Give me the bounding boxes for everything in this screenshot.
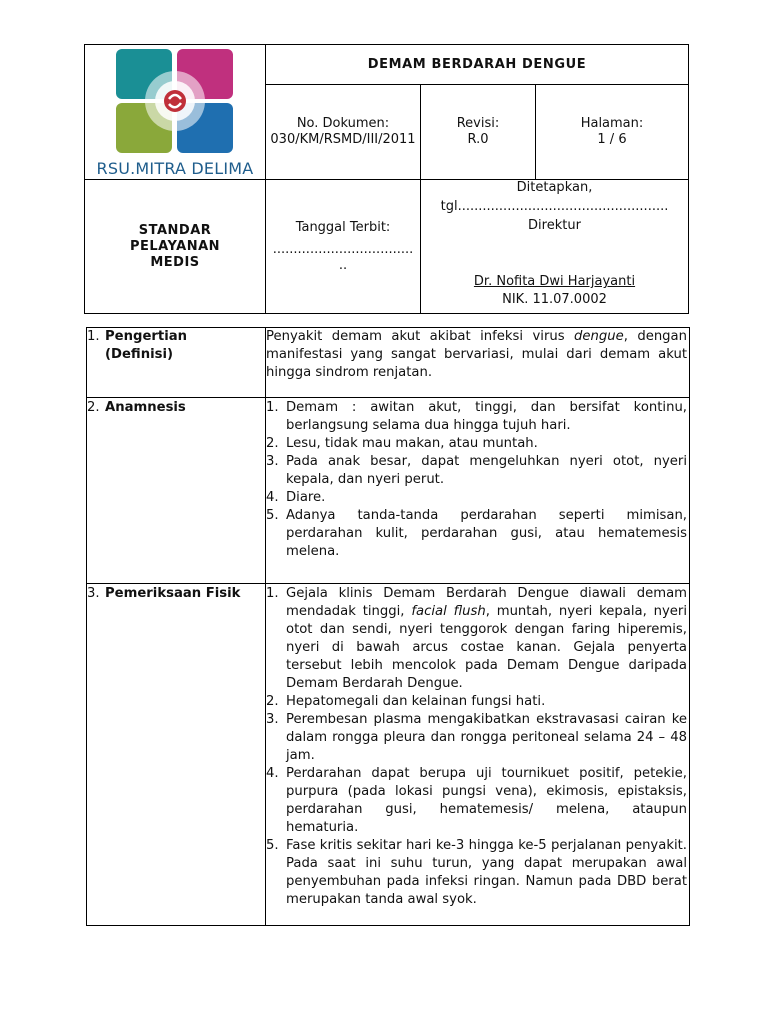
document-title: DEMAM BERDARAH DENGUE [266,45,689,85]
section-1-content [266,328,690,398]
issue-date-label: Tanggal Terbit: [295,219,391,235]
content-table [86,327,690,926]
physical-exam-list [266,585,687,909]
doc-number-label: No. Dokumen: [296,116,390,131]
list-item: 5. Adanya tanda-tanda perdarahan seperti mimisan, perdarahan kulit, perdarahan gusi, atau hematemesis melena. [266,508,687,559]
doc-number-value: 030/KM/RSMD/III/2011 [270,132,416,147]
category-cell [85,180,266,314]
established-date: tgl................................................... [440,199,669,214]
document-header [84,44,689,314]
section-3-content [266,584,690,926]
director-label: Direktur [528,218,581,233]
section-3-label: Pemeriksaan Fisik [105,586,241,601]
issue-date-dots: .................................. [272,241,414,257]
category-line-2: PELAYANAN [129,238,221,254]
section-3-number: 3. [87,586,100,601]
section-1-text-pre: Penyakit demam akut akibat infeksi virus [266,329,575,344]
section-1-label-line-1: Pengertian [105,329,187,344]
doc-number-cell [266,85,421,180]
established-cell [421,180,689,314]
anamnesis-list [266,399,687,561]
list-item: 5. Fase kritis sekitar hari ke-3 hingga ke-5 perjalanan penyakit. Pada saat ini suhu turun, yang dapat merupakan awal penyembuhan pada infeksi ringan. Namun pada DBD berat merupakan tanda awal syok. [266,838,687,907]
list-item: 1. Demam : awitan akut, tinggi, dan bersifat kontinu, berlangsung selama dua hingga tujuh hari. [266,400,687,433]
section-2-label: Anamnesis [105,400,186,415]
list-item: 1. Gejala klinis Demam Berdarah Dengue diawali demam mendadak tinggi, facial flush, muntah, nyeri kepala, nyeri otot dan sendi, nyeri tenggorok dengan faring hiperemis, nyeri di bawah arcus costae kanan. Gejala penyerta tersebut lebih mencolok pada Demam Dengue daripada Demam Berdarah Dengue. [266,586,688,691]
issue-date-dots-2: .. [338,257,348,273]
page-label: Halaman: [580,116,644,131]
category-line-3: MEDIS [150,254,200,270]
logo-cell [85,45,266,180]
hospital-logo [113,47,237,155]
list-item: 2. Lesu, tidak mau makan, atau muntah. [266,436,538,451]
page-value: 1 / 6 [597,132,627,147]
section-1-text-post: , dengan manifestasi yang sangat bervariasi, mulai dari demam akut hingga sindrom renjatan. [266,329,687,380]
section-2-number: 2. [87,400,100,415]
list-item: 2. Hepatomegali dan kelainan fungsi hati. [266,694,546,709]
established-label: Ditetapkan, [516,180,593,195]
section-2-label-cell [87,398,266,584]
list-item: 3. Pada anak besar, dapat mengeluhkan nyeri otot, nyeri kepala, dan nyeri perut. [266,454,687,487]
revision-cell [421,85,536,180]
section-2-content [266,398,690,584]
section-1-label-cell [87,328,266,398]
page-cell [536,85,689,180]
director-nik: NIK. 11.07.0002 [502,292,607,307]
list-item: 4. Diare. [266,490,326,505]
revision-label: Revisi: [456,116,500,131]
section-3-label-cell [87,584,266,926]
revision-value: R.0 [467,132,489,147]
section-1-text-italic: dengue [574,329,624,344]
section-1-label-line-2: (Definisi) [105,347,173,362]
hospital-name: RSU.MITRA DELIMA [96,159,254,178]
list-item: 3. Perembesan plasma mengakibatkan ekstravasasi cairan ke dalam rongga pleura dan rongga peritoneal selama 24 – 48 jam. [266,712,687,763]
director-name: Dr. Nofita Dwi Harjayanti [473,274,636,289]
list-item: 4. Perdarahan dapat berupa uji tournikuet positif, petekie, purpura (pada lokasi pungsi vena), ekimosis, epistaksis, perdarahan gusi, hematemesis/ melena, ataupun hematuria. [266,766,687,835]
category-line-1: STANDAR [138,222,212,238]
section-1-number: 1. [87,329,100,344]
issue-date-cell [266,180,421,314]
